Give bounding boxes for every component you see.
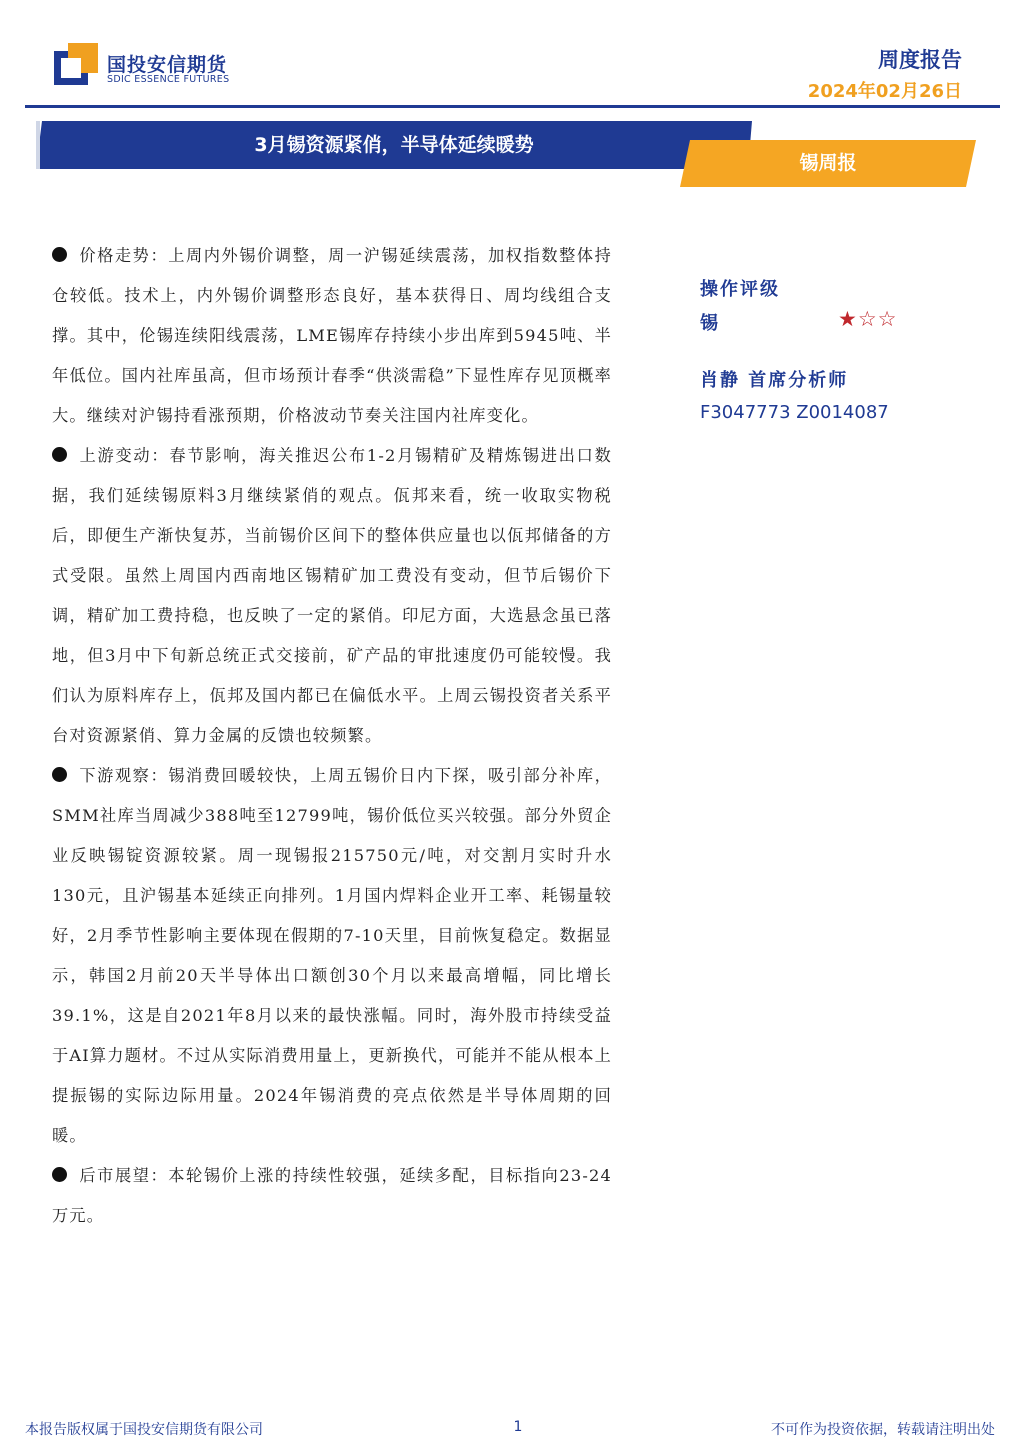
- report-tag: 锡周报: [799, 152, 857, 174]
- section-price-trend: [52, 236, 612, 436]
- analyst-name: 肖静 首席分析师: [700, 370, 849, 391]
- rating-stars-icon: ★☆☆: [838, 307, 898, 331]
- section-label: 价格走势：: [79, 246, 169, 265]
- report-body: [52, 236, 612, 1236]
- bullet-icon: [52, 247, 67, 262]
- section-label: 后市展望：: [79, 1166, 169, 1185]
- bullet-icon: [52, 447, 67, 462]
- rating-metal: 锡: [700, 313, 718, 334]
- report-date: 2024年02月26日: [807, 81, 962, 102]
- header-divider: [25, 105, 1000, 108]
- report-type: 周度报告: [878, 48, 962, 72]
- analyst-license-ids: F3047773 Z0014087: [700, 402, 889, 423]
- section-downstream: [52, 756, 612, 1156]
- section-outlook: [52, 1156, 612, 1236]
- section-label: 上游变动：: [79, 446, 170, 465]
- section-text: 上周内外锡价调整，周一沪锡延续震荡，加权指数整体持仓较低。技术上，内外锡价调整形态良好，基本获得日、周均线组合支撑。其中，伦锡连续阳线震荡，LME锡库存持续小步出库到5945吨、半年低位。国内社库虽高，但市场预计春季“供淡需稳”下显性库存见顶概率大。继续对沪锡持看涨预期，价格波动节奏关注国内社库变化。: [52, 246, 613, 425]
- footer-disclaimer: 不可作为投资依据，转载请注明出处: [771, 1422, 995, 1438]
- report-title: 3月锡资源紧俏，半导体延续暖势: [254, 134, 534, 156]
- section-text: 春节影响，海关推迟公布1-2月锡精矿及精炼锡进出口数据，我们延续锡原料3月继续紧俏的观点。佤邦来看，统一收取实物税后，即便生产渐快复苏，当前锡价区间下的整体供应量也以佤邦储备的方式受限。虽然上周国内西南地区锡精矿加工费没有变动，但节后锡价下调，精矿加工费持稳，也反映了一定的紧俏。印尼方面，大选悬念虽已落地，但3月中下旬新总统正式交接前，矿产品的审批速度仍可能较慢。我们认为原料库存上，佤邦及国内都已在偏低水平。上周云锡投资者关系平台对资源紧俏、算力金属的反馈也较频繁。: [52, 446, 612, 745]
- footer-copyright: 本报告版权属于国投安信期货有限公司: [25, 1422, 263, 1438]
- rating-title: 操作评级: [700, 279, 780, 300]
- company-logo-icon: [54, 43, 98, 85]
- section-upstream: [52, 436, 612, 756]
- company-name-en: SDIC ESSENCE FUTURES: [107, 74, 230, 85]
- page-number: 1: [513, 1419, 523, 1435]
- section-text: 本轮锡价上涨的持续性较强，延续多配，目标指向23-24万元。: [52, 1166, 612, 1225]
- section-label: 下游观察：: [79, 766, 169, 785]
- section-text: 锡消费回暖较快，上周五锡价日内下探，吸引部分补库，SMM社库当周减少388吨至12799吨，锡价低位买兴较强。部分外贸企业反映锡锭资源较紧。周一现锡报215750元/吨，对交割月实时升水130元，且沪锡基本延续正向排列。1月国内焊料企业开工率、耗锡量较好，2月季节性影响主要体现在假期的7-10天里，目前恢复稳定。数据显示，韩国2月前20天半导体出口额创30个月以来最高增幅，同比增长39.1%，这是自2021年8月以来的最快涨幅。同时，海外股市持续受益于AI算力题材。不过从实际消费用量上，更新换代，可能并不能从根本上提振锡的实际边际用量。2024年锡消费的亮点依然是半导体周期的回暖。: [52, 766, 613, 1145]
- company-name-cn: 国投安信期货: [107, 54, 228, 76]
- bullet-icon: [52, 767, 67, 782]
- bullet-icon: [52, 1167, 67, 1182]
